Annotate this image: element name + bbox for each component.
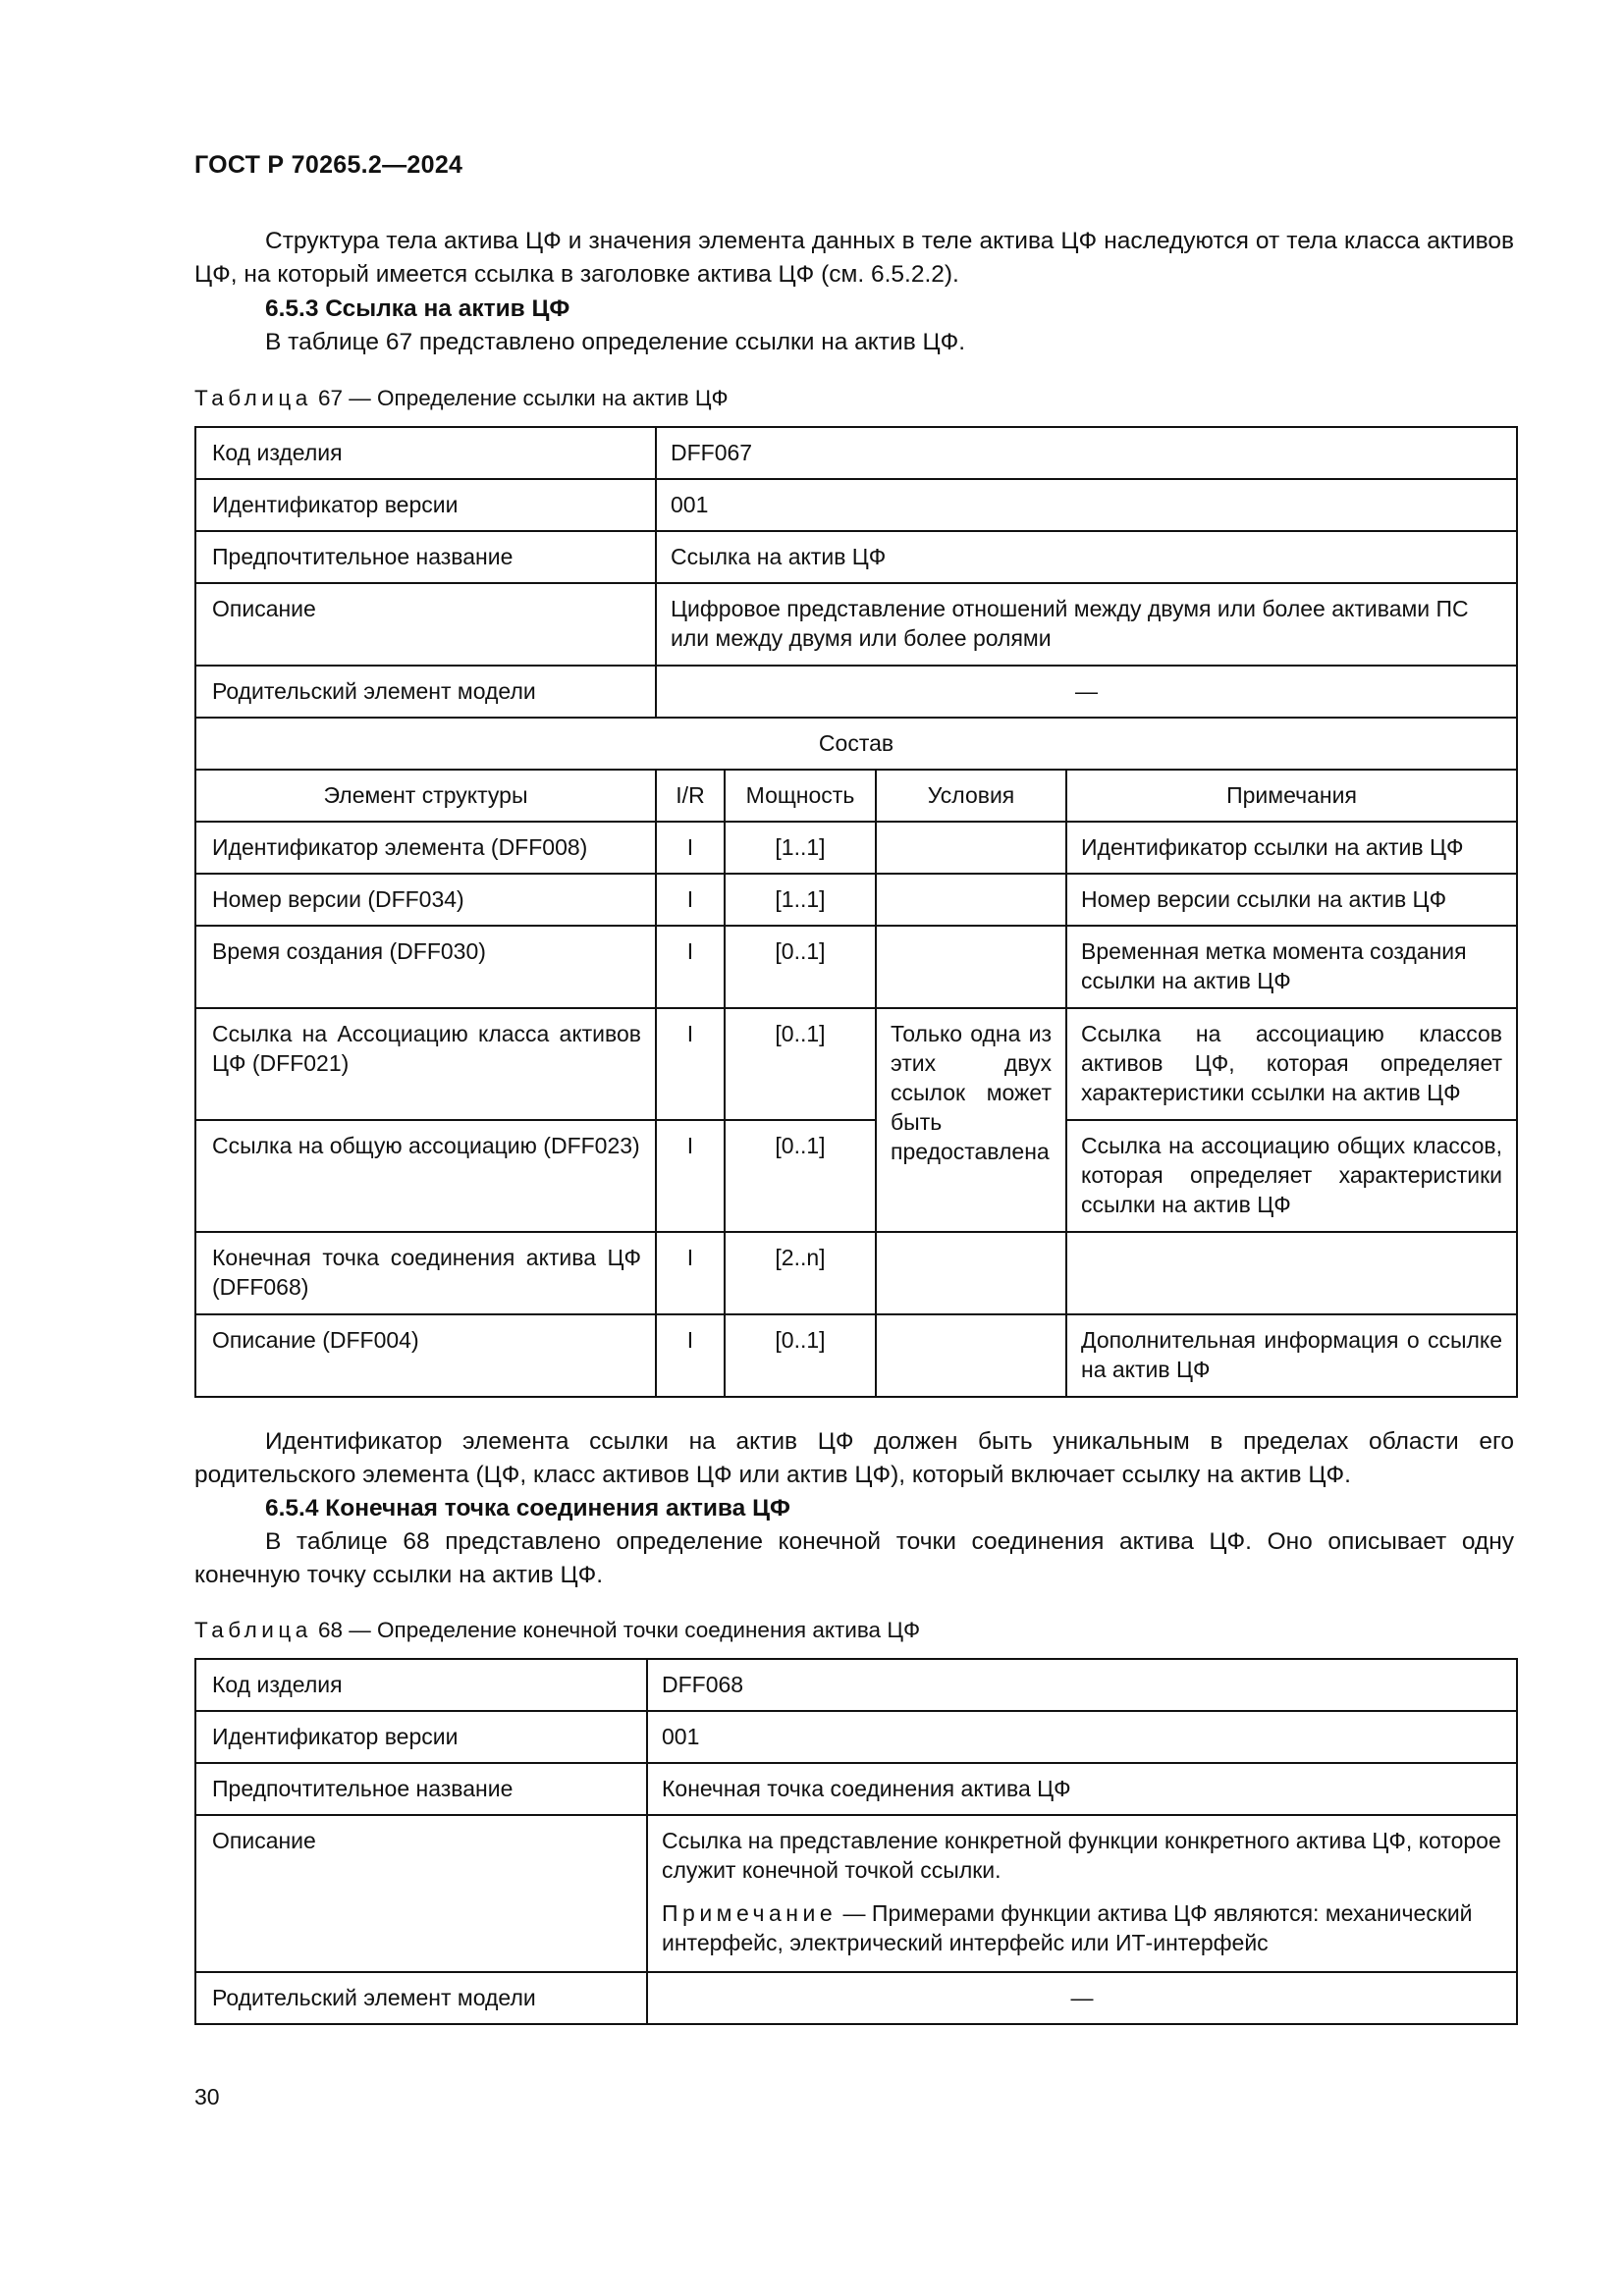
- table-row: [195, 1120, 1517, 1232]
- item-condition: [876, 926, 1066, 1008]
- table-row: [195, 427, 1517, 479]
- item-element: Конечная точка соединения актива ЦФ (DFF068): [195, 1232, 656, 1314]
- note-word: Примечание: [662, 1900, 838, 1926]
- table68-reference-paragraph: В таблице 68 представлено определение конечной точки соединения актива ЦФ. Оно описывает одну конечную точку ссылки на актив ЦФ.: [194, 1528, 1514, 1588]
- table-row: [195, 583, 1517, 666]
- item-ir: I: [656, 874, 725, 926]
- item-element: Время создания (DFF030): [195, 926, 656, 1008]
- row-label: Описание: [195, 583, 656, 666]
- row-value: Ссылка на представление конкретной функции конкретного актива ЦФ, которое служит конечной точкой ссылки.: [662, 1828, 1501, 1883]
- item-condition: [876, 1314, 1066, 1397]
- item-note: [1066, 1232, 1517, 1314]
- note-text: — Примерами функции актива ЦФ являются: механический интерфейс, электрический интерфейс или ИТ-интерфейс: [662, 1900, 1473, 1955]
- item-note: Идентификатор ссылки на актив ЦФ: [1066, 822, 1517, 874]
- row-value: 001: [656, 479, 1517, 531]
- table68-caption: [194, 1616, 920, 1645]
- row-label: Код изделия: [195, 427, 656, 479]
- table-row: [195, 1972, 1517, 2024]
- item-ir: I: [656, 822, 725, 874]
- item-element: Ссылка на Ассоциацию класса активов ЦФ (DFF021): [195, 1008, 656, 1120]
- page-number: 30: [194, 2084, 220, 2109]
- row-label: Родительский элемент модели: [195, 666, 656, 718]
- row-label: Код изделия: [195, 1659, 647, 1711]
- table-row: [195, 822, 1517, 874]
- composition-title: Состав: [195, 718, 1517, 770]
- column-header: Условия: [876, 770, 1066, 822]
- item-condition: [876, 822, 1066, 874]
- table-row: [195, 1659, 1517, 1711]
- item-note: Номер версии ссылки на актив ЦФ: [1066, 874, 1517, 926]
- row-value-cell: [647, 1815, 1517, 1972]
- table-row: [195, 479, 1517, 531]
- table-row: [195, 926, 1517, 1008]
- row-label: Предпочтительное название: [195, 1763, 647, 1815]
- table-67: [194, 426, 1518, 1398]
- item-note: Ссылка на ассоциацию классов активов ЦФ, которая определяет характеристики ссылки на актив ЦФ: [1066, 1008, 1517, 1120]
- shared-condition: Только одна из этих двух ссылок может быть предоставлена: [876, 1008, 1066, 1232]
- table-68: [194, 1658, 1518, 2025]
- section-heading-6-5-3: 6.5.3 Ссылка на актив ЦФ: [265, 295, 570, 322]
- item-ir: I: [656, 1314, 725, 1397]
- item-ir: I: [656, 1120, 725, 1232]
- uniqueness-paragraph: Идентификатор элемента ссылки на актив ЦФ должен быть уникальным в пределах области его родительского элемента (ЦФ, класс активов ЦФ или актив ЦФ), который включает ссылку на актив ЦФ.: [194, 1428, 1514, 1488]
- table-row: [195, 1815, 1517, 1972]
- item-cardinality: [0..1]: [725, 1008, 876, 1120]
- table-row: [195, 531, 1517, 583]
- item-note: Временная метка момента создания ссылки на актив ЦФ: [1066, 926, 1517, 1008]
- item-cardinality: [2..n]: [725, 1232, 876, 1314]
- table-row: [195, 1763, 1517, 1815]
- item-condition: [876, 1232, 1066, 1314]
- item-element: Номер версии (DFF034): [195, 874, 656, 926]
- table-row: [195, 1711, 1517, 1763]
- item-ir: I: [656, 926, 725, 1008]
- item-cardinality: [0..1]: [725, 1120, 876, 1232]
- item-cardinality: [1..1]: [725, 874, 876, 926]
- item-element: Описание (DFF004): [195, 1314, 656, 1397]
- row-value: Цифровое представление отношений между двумя или более активами ПС или между двумя или более ролями: [656, 583, 1517, 666]
- item-cardinality: [0..1]: [725, 1314, 876, 1397]
- item-element: Ссылка на общую ассоциацию (DFF023): [195, 1120, 656, 1232]
- column-header: Элемент структуры: [195, 770, 656, 822]
- item-element: Идентификатор элемента (DFF008): [195, 822, 656, 874]
- table67-caption: [194, 384, 729, 413]
- table67-reference-paragraph: В таблице 67 представлено определение ссылки на актив ЦФ.: [265, 329, 966, 355]
- table67-caption-text: 67 — Определение ссылки на актив ЦФ: [311, 386, 729, 410]
- item-note: Ссылка на ассоциацию общих классов, которая определяет характеристики ссылки на актив ЦФ: [1066, 1120, 1517, 1232]
- row-value: DFF067: [656, 427, 1517, 479]
- row-value: Ссылка на актив ЦФ: [656, 531, 1517, 583]
- row-label: Родительский элемент модели: [195, 1972, 647, 2024]
- intro-paragraph: Структура тела актива ЦФ и значения элемента данных в теле актива ЦФ наследуются от тела класса активов ЦФ, на который имеется ссылка в заголовке актива ЦФ (см. 6.5.2.2).: [194, 228, 1514, 288]
- item-condition: [876, 874, 1066, 926]
- table-row: [195, 874, 1517, 926]
- row-value: —: [656, 666, 1517, 718]
- item-ir: I: [656, 1008, 725, 1120]
- row-label: Предпочтительное название: [195, 531, 656, 583]
- item-cardinality: [1..1]: [725, 822, 876, 874]
- table-row: [195, 1232, 1517, 1314]
- table-row: [195, 1008, 1517, 1120]
- table-row: [195, 666, 1517, 718]
- row-label: Идентификатор версии: [195, 1711, 647, 1763]
- row-value: Конечная точка соединения актива ЦФ: [647, 1763, 1517, 1815]
- description-note: [662, 1898, 1502, 1957]
- table67-caption-word: Таблица: [194, 386, 312, 410]
- item-ir: I: [656, 1232, 725, 1314]
- table68-caption-text: 68 — Определение конечной точки соединения актива ЦФ: [311, 1618, 921, 1642]
- column-header: I/R: [656, 770, 725, 822]
- row-value: DFF068: [647, 1659, 1517, 1711]
- table-row: [195, 1314, 1517, 1397]
- column-header-row: [195, 770, 1517, 822]
- row-value: —: [647, 1972, 1517, 2024]
- item-cardinality: [0..1]: [725, 926, 876, 1008]
- item-note: Дополнительная информация о ссылке на актив ЦФ: [1066, 1314, 1517, 1397]
- column-header: Примечания: [1066, 770, 1517, 822]
- row-label: Описание: [195, 1815, 647, 1972]
- column-header: Мощность: [725, 770, 876, 822]
- table68-caption-word: Таблица: [194, 1618, 312, 1642]
- row-label: Идентификатор версии: [195, 479, 656, 531]
- section-heading-6-5-4: 6.5.4 Конечная точка соединения актива ЦФ: [265, 1495, 790, 1522]
- composition-header-row: [195, 718, 1517, 770]
- document-header: ГОСТ Р 70265.2—2024: [194, 151, 463, 179]
- row-value: 001: [647, 1711, 1517, 1763]
